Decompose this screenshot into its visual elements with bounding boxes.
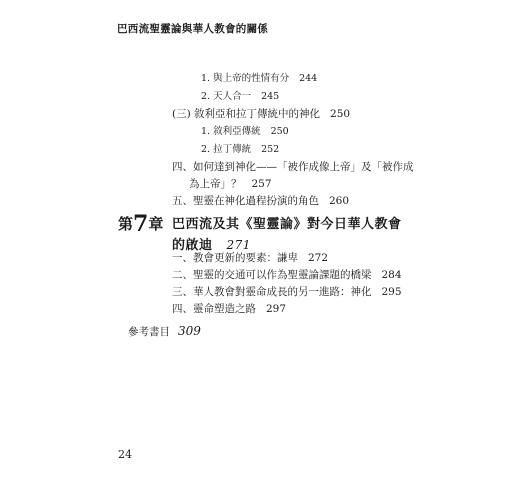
- toc-entry-text: 2. 天人合一: [201, 91, 252, 102]
- toc-entry-text: 四、靈命塑造之路: [172, 303, 256, 315]
- references-label: 參考書目: [128, 326, 170, 338]
- chapter-label-suffix: 章: [148, 215, 164, 233]
- toc-entry: [172, 107, 350, 121]
- running-head: 巴西流聖靈論與華人教會的關係: [117, 23, 269, 35]
- toc-entry: [172, 268, 402, 282]
- toc-entry: [201, 72, 317, 86]
- toc-entry-page: 252: [261, 144, 280, 155]
- toc-entry-page: 295: [381, 286, 402, 298]
- toc-entry-text: 五、聖靈在神化過程扮演的角色: [172, 195, 319, 207]
- toc-entry: [172, 285, 402, 299]
- toc-entry-text: 為上帝」？: [189, 178, 242, 190]
- chapter-page: 271: [226, 238, 251, 252]
- toc-entry: [172, 194, 349, 208]
- toc-entry-text: 三、華人教會對靈命成長的另一進路：神化: [172, 286, 372, 298]
- page-number: 24: [118, 448, 132, 461]
- chapter-label: [118, 211, 163, 237]
- toc-entry-text: (三) 敘利亞和拉丁傳統中的神化: [172, 108, 321, 120]
- toc-entry: [201, 90, 279, 104]
- toc-entry: [201, 143, 279, 157]
- toc-entry: [172, 251, 328, 265]
- toc-entry-text: 二、聖靈的交通可以作為聖靈論課題的橋梁: [172, 269, 372, 281]
- toc-entry-text: 2. 拉丁傳統: [201, 144, 252, 155]
- chapter-title-text: 的啟迪: [172, 238, 213, 253]
- toc-entry-page: 250: [270, 126, 289, 137]
- toc-entry-page: 297: [266, 303, 287, 315]
- references-entry: [128, 324, 201, 339]
- toc-entry-text: 1. 敘利亞傳統: [201, 126, 261, 137]
- toc-entry-page: 284: [381, 269, 402, 281]
- chapter-title: 巴西流及其《聖靈論》對今日華人教會: [172, 217, 402, 232]
- toc-entry-text: 一、教會更新的要素：謙卑: [172, 252, 298, 264]
- chapter-number: 7: [133, 211, 149, 237]
- toc-entry-text: 1. 與上帝的性情有分: [201, 73, 290, 84]
- toc-entry-continuation: [189, 177, 272, 191]
- toc-entry: [172, 302, 286, 316]
- toc-entry-text: 四、如何達到神化——「被作成像上帝」及「被作成: [172, 161, 414, 173]
- references-page: 309: [178, 324, 201, 338]
- toc-entry-page: 257: [251, 178, 272, 190]
- toc-entry-page: 244: [299, 73, 318, 84]
- toc-entry: [172, 160, 414, 174]
- toc-entry-page: 260: [329, 195, 350, 207]
- toc-entry-page: 250: [330, 108, 351, 120]
- toc-entry-page: 245: [261, 91, 280, 102]
- chapter-label-prefix: 第: [118, 215, 134, 233]
- toc-entry: [201, 125, 289, 139]
- toc-entry-page: 272: [308, 252, 329, 264]
